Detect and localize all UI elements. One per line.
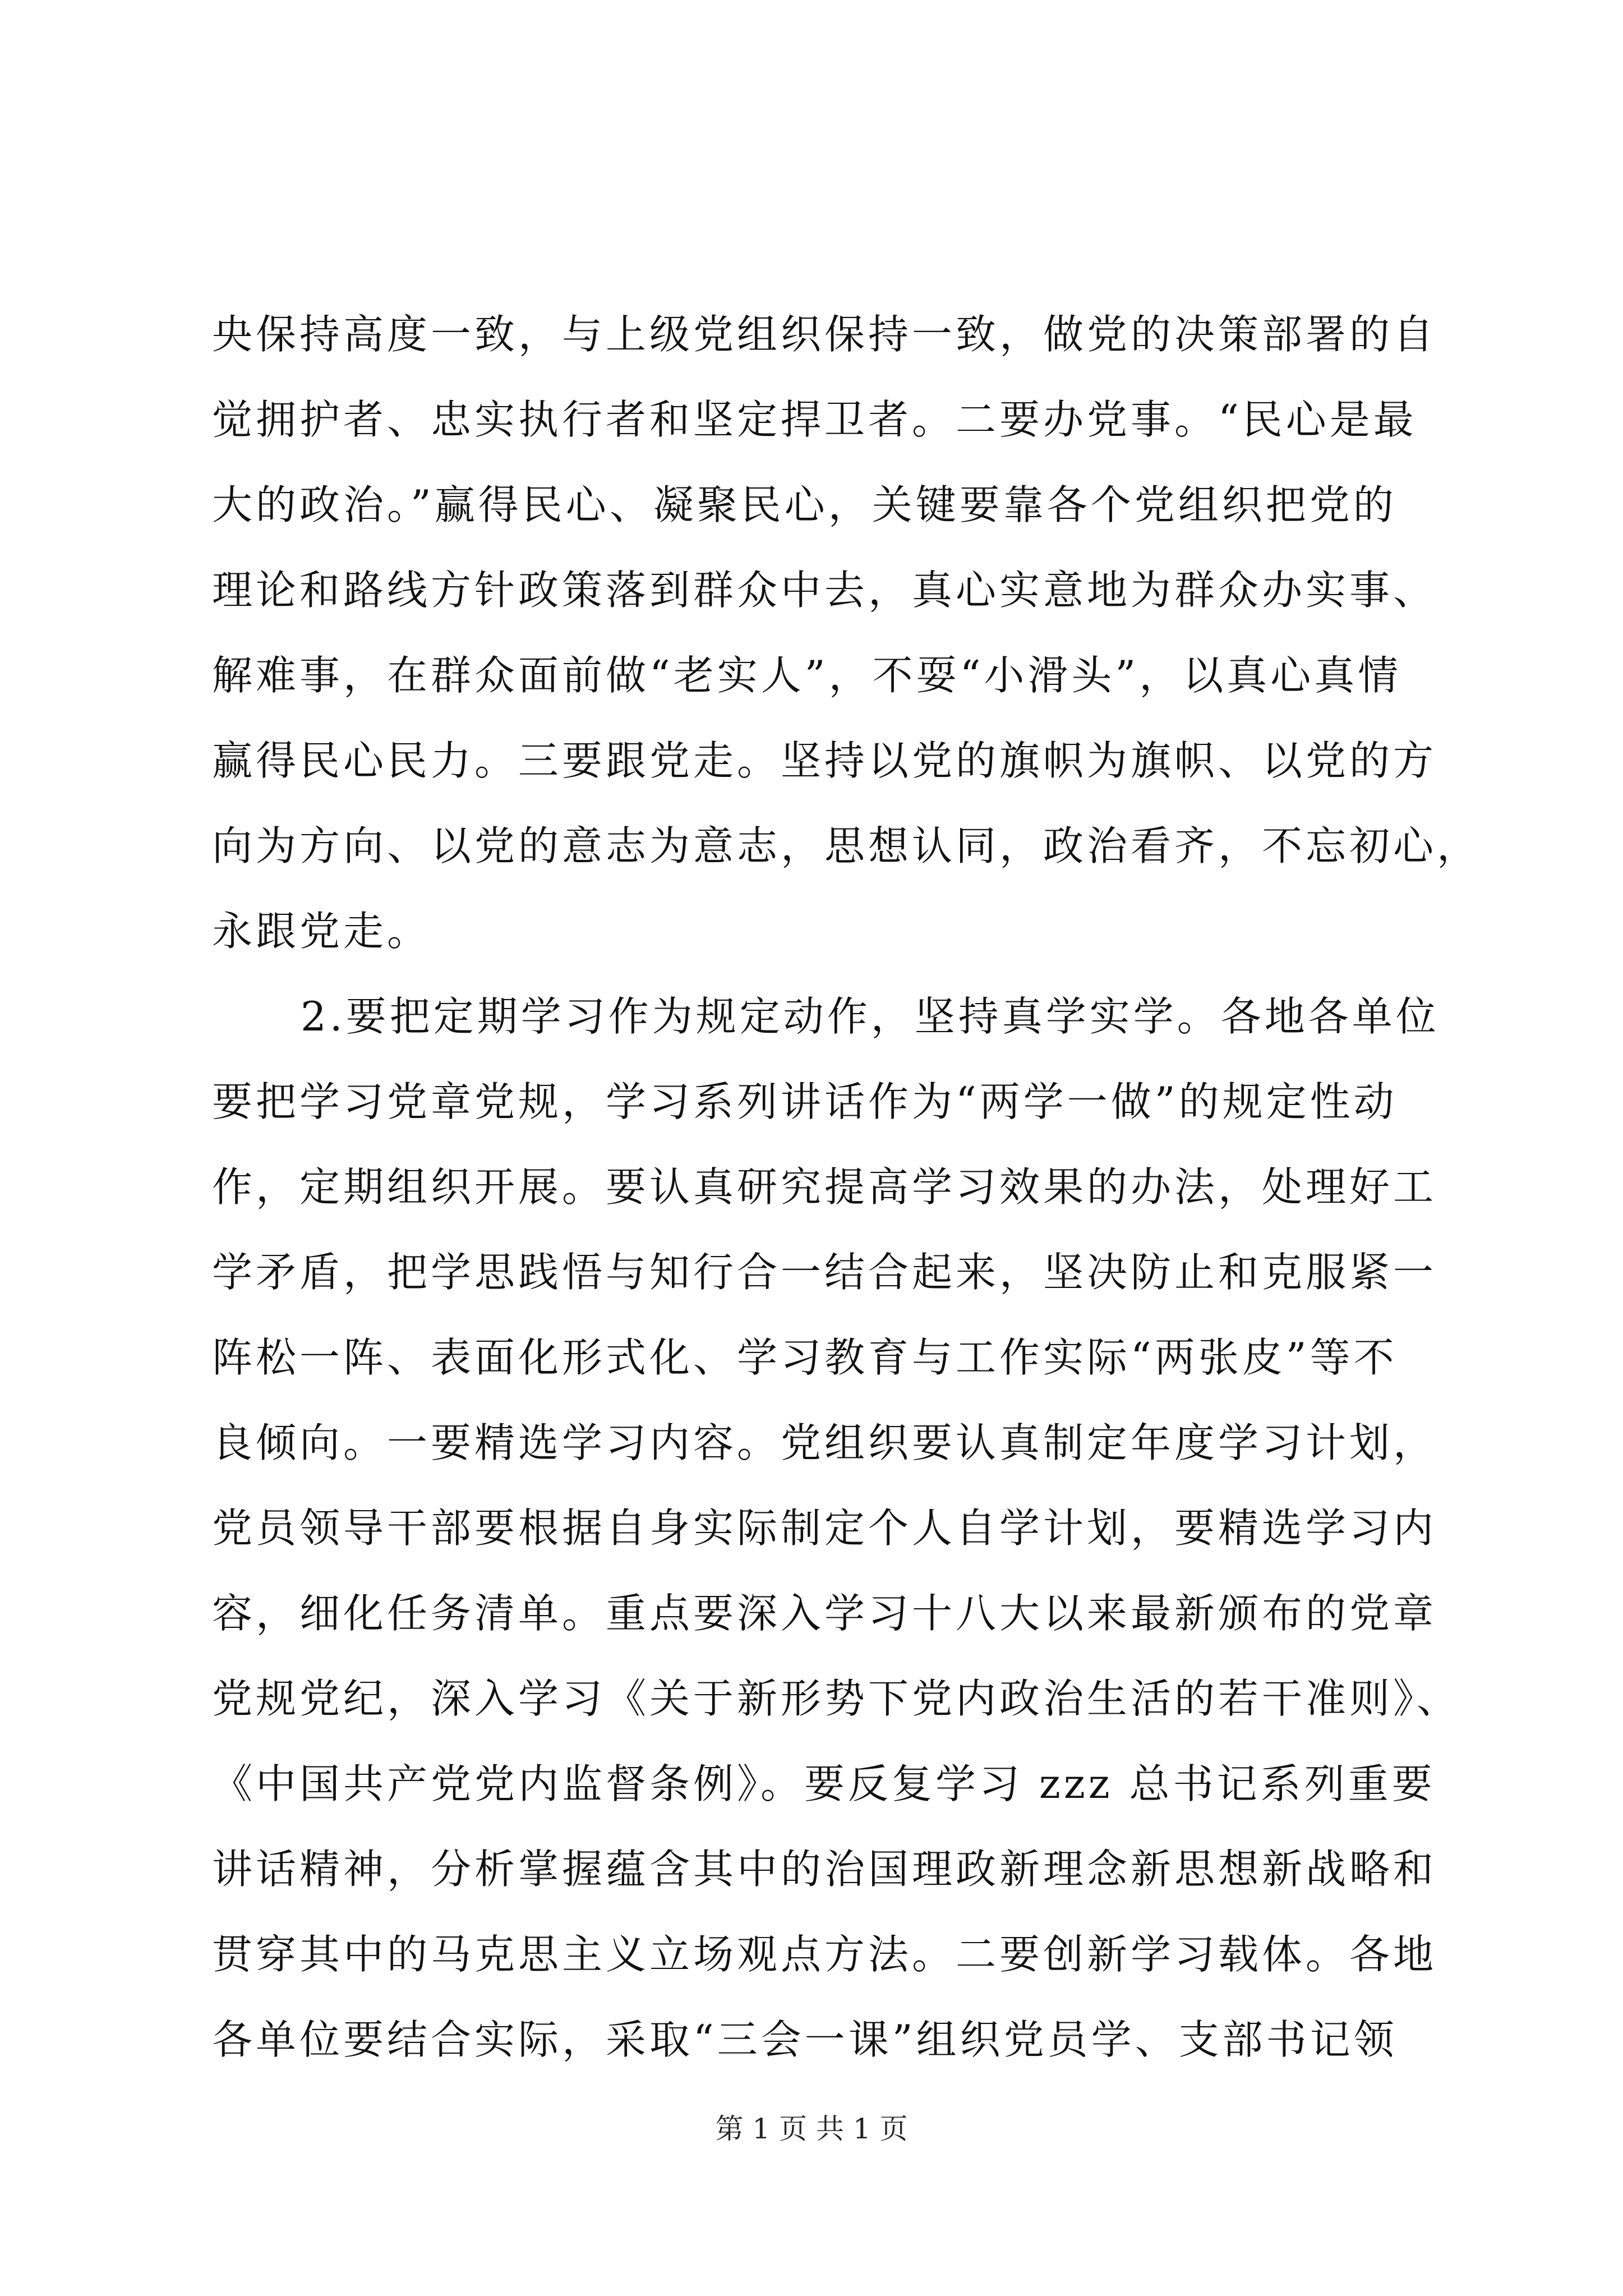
text-line: 解难事，在群众面前做“老实人”，不耍“小滑头”，以真心真情 xyxy=(212,652,1402,699)
text-line: 各单位要结合实际，采取“三会一课”组织党员学、支部书记领 xyxy=(212,2016,1398,2063)
text-line: 赢得民心民力。三要跟党走。坚持以党的旗帜为旗帜、以党的方 xyxy=(212,737,1437,784)
text-line: 大的政治。”赢得民心、凝聚民心，关键要靠各个党组织把党的 xyxy=(212,481,1397,528)
text-line: 要把学习党章党规，学习系列讲话作为“两学一做”的规定性动 xyxy=(212,1078,1398,1125)
text-line: 作，定期组织开展。要认真研究提高学习效果的办法，处理好工 xyxy=(212,1163,1437,1211)
text-line: 党规党纪，深入学习《关于新形势下党内政治生活的若干准则》、 xyxy=(212,1675,1461,1722)
body-text xyxy=(212,292,1481,2082)
text-line: 《中国共产党党内监督条例》。要反复学习 zzz 总书记系列重要 xyxy=(212,1760,1436,1807)
text-line: 央保持高度一致，与上级党组织保持一致，做党的决策部署的自 xyxy=(212,311,1437,358)
page-footer: 第 1 页 共 1 页 xyxy=(715,2113,908,2145)
text-line: 党员领导干部要根据自身实际制定个人自学计划，要精选学习内 xyxy=(212,1504,1437,1552)
text-line: 理论和路线方针政策落到群众中去，真心实意地为群众办实事、 xyxy=(212,567,1437,614)
text-line: 贯穿其中的马克思主义立场观点方法。二要创新学习载体。各地 xyxy=(212,1931,1437,1978)
text-line: 永跟党走。 xyxy=(212,908,431,955)
text-line: 向为方向、以党的意志为意志，思想认同，政治看齐，不忘初心， xyxy=(212,822,1481,869)
text-line: 良倾向。一要精选学习内容。党组织要认真制定年度学习计划， xyxy=(212,1419,1437,1466)
text-line: 阵松一阵、表面化形式化、学习教育与工作实际“两张皮”等不 xyxy=(212,1334,1398,1381)
text-line: 讲话精神，分析掌握蕴含其中的治国理政新理念新思想新战略和 xyxy=(212,1846,1437,1893)
text-line: 学矛盾，把学思践悟与知行合一结合起来，坚决防止和克服紧一 xyxy=(212,1249,1437,1296)
paragraph-start-line: 2.要把定期学习作为规定动作，坚持真学实学。各地各单位 xyxy=(301,993,1440,1040)
text-line: 容，细化任务清单。重点要深入学习十八大以来最新颁布的党章 xyxy=(212,1590,1437,1637)
text-line: 觉拥护者、忠实执行者和坚定捍卫者。二要办党事。“民心是最 xyxy=(212,396,1417,443)
